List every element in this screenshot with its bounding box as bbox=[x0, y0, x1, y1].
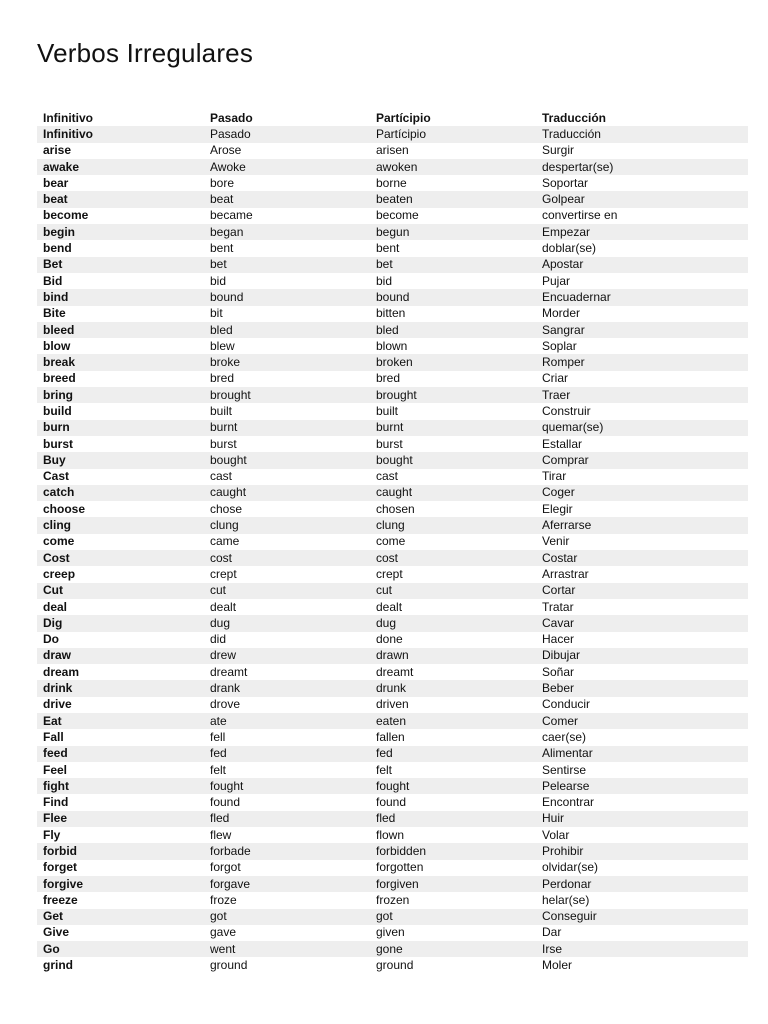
cell-past: forbade bbox=[204, 843, 370, 859]
cell-translation: Cortar bbox=[536, 583, 748, 599]
cell-translation: Traer bbox=[536, 387, 748, 403]
cell-past: broke bbox=[204, 354, 370, 370]
table-row bbox=[37, 354, 748, 370]
cell-participle: drunk bbox=[370, 680, 536, 696]
cell-participle: borne bbox=[370, 175, 536, 191]
cell-infinitive: forgive bbox=[37, 876, 204, 892]
table-row bbox=[37, 583, 748, 599]
cell-past: chose bbox=[204, 501, 370, 517]
cell-participle: fought bbox=[370, 778, 536, 794]
cell-infinitive: choose bbox=[37, 501, 204, 517]
cell-translation: Empezar bbox=[536, 224, 748, 240]
cell-participle: cast bbox=[370, 469, 536, 485]
cell-participle: cut bbox=[370, 583, 536, 599]
cell-participle: eaten bbox=[370, 713, 536, 729]
cell-past: dealt bbox=[204, 599, 370, 615]
table-row bbox=[37, 517, 748, 533]
cell-infinitive: Flee bbox=[37, 811, 204, 827]
cell-translation: Traducción bbox=[536, 126, 748, 142]
cell-translation: Costar bbox=[536, 550, 748, 566]
cell-translation: Aferrarse bbox=[536, 517, 748, 533]
cell-infinitive: creep bbox=[37, 566, 204, 582]
header-infinitive: Infinitivo bbox=[43, 110, 93, 125]
cell-translation: Tratar bbox=[536, 599, 748, 615]
table-row bbox=[37, 501, 748, 517]
cell-participle: gone bbox=[370, 941, 536, 957]
cell-participle: forgotten bbox=[370, 860, 536, 876]
table-row bbox=[37, 843, 748, 859]
cell-past: fought bbox=[204, 778, 370, 794]
table-row bbox=[37, 387, 748, 403]
cell-past: dug bbox=[204, 615, 370, 631]
table-row bbox=[37, 485, 748, 501]
cell-translation: quemar(se) bbox=[536, 420, 748, 436]
cell-infinitive: drive bbox=[37, 697, 204, 713]
cell-infinitive: cling bbox=[37, 517, 204, 533]
cell-infinitive: Give bbox=[37, 925, 204, 941]
cell-past: froze bbox=[204, 892, 370, 908]
cell-infinitive: Cast bbox=[37, 469, 204, 485]
table-row bbox=[37, 257, 748, 273]
table-row bbox=[37, 615, 748, 631]
cell-past: cast bbox=[204, 469, 370, 485]
table-row bbox=[37, 273, 748, 289]
cell-infinitive: beat bbox=[37, 191, 204, 207]
cell-infinitive: bleed bbox=[37, 322, 204, 338]
cell-past: drew bbox=[204, 648, 370, 664]
table-row bbox=[37, 648, 748, 664]
cell-translation: doblar(se) bbox=[536, 240, 748, 256]
table-row bbox=[37, 794, 748, 810]
cell-past: clung bbox=[204, 517, 370, 533]
cell-participle: bought bbox=[370, 452, 536, 468]
cell-past: blew bbox=[204, 338, 370, 354]
table-row bbox=[37, 175, 748, 191]
table-row bbox=[37, 697, 748, 713]
table-row bbox=[37, 909, 748, 925]
cell-translation: Prohibir bbox=[536, 843, 748, 859]
cell-participle: broken bbox=[370, 354, 536, 370]
page-title: Verbos Irregulares bbox=[37, 38, 254, 68]
table-row bbox=[37, 925, 748, 941]
cell-translation: Pujar bbox=[536, 273, 748, 289]
cell-infinitive: forbid bbox=[37, 843, 204, 859]
cell-participle: Partícipio bbox=[370, 126, 536, 142]
cell-past: dreamt bbox=[204, 664, 370, 680]
table-row bbox=[37, 860, 748, 876]
table-row bbox=[37, 664, 748, 680]
cell-infinitive: Find bbox=[37, 794, 204, 810]
cell-past: got bbox=[204, 909, 370, 925]
cell-translation: Morder bbox=[536, 306, 748, 322]
cell-infinitive: break bbox=[37, 354, 204, 370]
cell-translation: Encontrar bbox=[536, 794, 748, 810]
cell-participle: bet bbox=[370, 257, 536, 273]
table-row bbox=[37, 338, 748, 354]
cell-participle: flown bbox=[370, 827, 536, 843]
cell-translation: Soplar bbox=[536, 338, 748, 354]
table-row bbox=[37, 289, 748, 305]
cell-participle: burst bbox=[370, 436, 536, 452]
cell-participle: begun bbox=[370, 224, 536, 240]
cell-translation: Alimentar bbox=[536, 746, 748, 762]
table-row bbox=[37, 762, 748, 778]
table-row bbox=[37, 143, 748, 159]
cell-infinitive: begin bbox=[37, 224, 204, 240]
cell-infinitive: awake bbox=[37, 159, 204, 175]
cell-translation: Soportar bbox=[536, 175, 748, 191]
cell-infinitive: breed bbox=[37, 371, 204, 387]
header-translation: Traducción bbox=[542, 110, 607, 125]
cell-infinitive: draw bbox=[37, 648, 204, 664]
cell-translation: Dibujar bbox=[536, 648, 748, 664]
cell-past: beat bbox=[204, 191, 370, 207]
table-row bbox=[37, 566, 748, 582]
cell-participle: blown bbox=[370, 338, 536, 354]
cell-past: crept bbox=[204, 566, 370, 582]
cell-participle: burnt bbox=[370, 420, 536, 436]
cell-translation: Sentirse bbox=[536, 762, 748, 778]
cell-past: caught bbox=[204, 485, 370, 501]
table-header bbox=[37, 110, 748, 126]
table-row bbox=[37, 452, 748, 468]
cell-past: Arose bbox=[204, 143, 370, 159]
cell-past: drank bbox=[204, 680, 370, 696]
cell-past: did bbox=[204, 632, 370, 648]
cell-participle: crept bbox=[370, 566, 536, 582]
cell-past: found bbox=[204, 794, 370, 810]
cell-infinitive: burst bbox=[37, 436, 204, 452]
cell-participle: built bbox=[370, 403, 536, 419]
table-row bbox=[37, 957, 748, 973]
cell-infinitive: Bet bbox=[37, 257, 204, 273]
cell-past: came bbox=[204, 534, 370, 550]
cell-infinitive: dream bbox=[37, 664, 204, 680]
cell-translation: Surgir bbox=[536, 143, 748, 159]
table-row bbox=[37, 680, 748, 696]
cell-participle: bled bbox=[370, 322, 536, 338]
cell-translation: Volar bbox=[536, 827, 748, 843]
cell-participle: arisen bbox=[370, 143, 536, 159]
table-row bbox=[37, 208, 748, 224]
table-row bbox=[37, 403, 748, 419]
cell-past: began bbox=[204, 224, 370, 240]
cell-past: felt bbox=[204, 762, 370, 778]
table-row bbox=[37, 159, 748, 175]
cell-past: bore bbox=[204, 175, 370, 191]
cell-translation: Apostar bbox=[536, 257, 748, 273]
cell-past: bet bbox=[204, 257, 370, 273]
cell-past: bent bbox=[204, 240, 370, 256]
cell-infinitive: grind bbox=[37, 957, 204, 973]
cell-past: cut bbox=[204, 583, 370, 599]
table-row bbox=[37, 420, 748, 436]
cell-participle: dealt bbox=[370, 599, 536, 615]
cell-participle: bid bbox=[370, 273, 536, 289]
cell-translation: Conducir bbox=[536, 697, 748, 713]
cell-translation: Golpear bbox=[536, 191, 748, 207]
table-row bbox=[37, 436, 748, 452]
table-row bbox=[37, 827, 748, 843]
cell-infinitive: Bite bbox=[37, 306, 204, 322]
cell-translation: Soñar bbox=[536, 664, 748, 680]
cell-past: brought bbox=[204, 387, 370, 403]
cell-participle: done bbox=[370, 632, 536, 648]
cell-infinitive: bear bbox=[37, 175, 204, 191]
cell-past: bid bbox=[204, 273, 370, 289]
cell-past: bred bbox=[204, 371, 370, 387]
cell-participle: forgiven bbox=[370, 876, 536, 892]
cell-past: bled bbox=[204, 322, 370, 338]
cell-past: became bbox=[204, 208, 370, 224]
cell-past: bit bbox=[204, 306, 370, 322]
cell-translation: Encuadernar bbox=[536, 289, 748, 305]
cell-participle: become bbox=[370, 208, 536, 224]
cell-translation: Arrastrar bbox=[536, 566, 748, 582]
cell-participle: dug bbox=[370, 615, 536, 631]
cell-infinitive: Eat bbox=[37, 713, 204, 729]
cell-past: forgave bbox=[204, 876, 370, 892]
cell-infinitive: arise bbox=[37, 143, 204, 159]
table-row bbox=[37, 534, 748, 550]
cell-participle: dreamt bbox=[370, 664, 536, 680]
cell-infinitive: bring bbox=[37, 387, 204, 403]
table-body bbox=[37, 126, 748, 973]
table-row bbox=[37, 224, 748, 240]
cell-participle: drawn bbox=[370, 648, 536, 664]
cell-infinitive: become bbox=[37, 208, 204, 224]
cell-participle: ground bbox=[370, 957, 536, 973]
cell-translation: Conseguir bbox=[536, 909, 748, 925]
cell-past: gave bbox=[204, 925, 370, 941]
cell-participle: bred bbox=[370, 371, 536, 387]
cell-infinitive: Get bbox=[37, 909, 204, 925]
cell-participle: driven bbox=[370, 697, 536, 713]
cell-infinitive: Buy bbox=[37, 452, 204, 468]
header-participle: Partícipio bbox=[376, 110, 431, 125]
cell-translation: Sangrar bbox=[536, 322, 748, 338]
table-row bbox=[37, 876, 748, 892]
cell-translation: Tirar bbox=[536, 469, 748, 485]
cell-past: cost bbox=[204, 550, 370, 566]
cell-past: forgot bbox=[204, 860, 370, 876]
cell-infinitive: catch bbox=[37, 485, 204, 501]
cell-participle: caught bbox=[370, 485, 536, 501]
cell-past: bound bbox=[204, 289, 370, 305]
cell-translation: helar(se) bbox=[536, 892, 748, 908]
cell-infinitive: burn bbox=[37, 420, 204, 436]
cell-infinitive: feed bbox=[37, 746, 204, 762]
cell-participle: bitten bbox=[370, 306, 536, 322]
cell-infinitive: forget bbox=[37, 860, 204, 876]
cell-translation: Hacer bbox=[536, 632, 748, 648]
cell-participle: fed bbox=[370, 746, 536, 762]
table-row bbox=[37, 632, 748, 648]
cell-participle: beaten bbox=[370, 191, 536, 207]
cell-translation: Perdonar bbox=[536, 876, 748, 892]
cell-participle: frozen bbox=[370, 892, 536, 908]
cell-participle: given bbox=[370, 925, 536, 941]
cell-translation: Comer bbox=[536, 713, 748, 729]
table-row bbox=[37, 126, 748, 142]
table-row bbox=[37, 322, 748, 338]
cell-infinitive: come bbox=[37, 534, 204, 550]
cell-past: Awoke bbox=[204, 159, 370, 175]
cell-infinitive: Go bbox=[37, 941, 204, 957]
cell-participle: forbidden bbox=[370, 843, 536, 859]
cell-infinitive: Fall bbox=[37, 729, 204, 745]
cell-participle: come bbox=[370, 534, 536, 550]
cell-past: drove bbox=[204, 697, 370, 713]
cell-infinitive: build bbox=[37, 403, 204, 419]
verb-table bbox=[37, 110, 748, 974]
cell-participle: found bbox=[370, 794, 536, 810]
cell-infinitive: Cost bbox=[37, 550, 204, 566]
table-row bbox=[37, 729, 748, 745]
cell-past: ate bbox=[204, 713, 370, 729]
cell-translation: Irse bbox=[536, 941, 748, 957]
cell-past: went bbox=[204, 941, 370, 957]
cell-infinitive: Feel bbox=[37, 762, 204, 778]
table-row bbox=[37, 746, 748, 762]
header-row bbox=[37, 110, 748, 126]
cell-past: ground bbox=[204, 957, 370, 973]
table-row bbox=[37, 240, 748, 256]
table-row bbox=[37, 892, 748, 908]
cell-translation: Cavar bbox=[536, 615, 748, 631]
cell-infinitive: Infinitivo bbox=[37, 126, 204, 142]
cell-translation: Estallar bbox=[536, 436, 748, 452]
cell-past: Pasado bbox=[204, 126, 370, 142]
cell-past: fell bbox=[204, 729, 370, 745]
cell-past: fled bbox=[204, 811, 370, 827]
cell-translation: Construir bbox=[536, 403, 748, 419]
cell-participle: clung bbox=[370, 517, 536, 533]
cell-translation: Elegir bbox=[536, 501, 748, 517]
cell-translation: Beber bbox=[536, 680, 748, 696]
table-row bbox=[37, 778, 748, 794]
table-row bbox=[37, 469, 748, 485]
cell-translation: olvidar(se) bbox=[536, 860, 748, 876]
cell-past: built bbox=[204, 403, 370, 419]
cell-translation: Romper bbox=[536, 354, 748, 370]
cell-translation: Huir bbox=[536, 811, 748, 827]
cell-infinitive: deal bbox=[37, 599, 204, 615]
cell-translation: caer(se) bbox=[536, 729, 748, 745]
cell-infinitive: Do bbox=[37, 632, 204, 648]
table-row bbox=[37, 941, 748, 957]
cell-infinitive: freeze bbox=[37, 892, 204, 908]
cell-infinitive: drink bbox=[37, 680, 204, 696]
cell-past: bought bbox=[204, 452, 370, 468]
cell-translation: Dar bbox=[536, 925, 748, 941]
cell-past: burst bbox=[204, 436, 370, 452]
cell-translation: convertirse en bbox=[536, 208, 748, 224]
cell-translation: Moler bbox=[536, 957, 748, 973]
cell-infinitive: Bid bbox=[37, 273, 204, 289]
cell-translation: Criar bbox=[536, 371, 748, 387]
cell-past: flew bbox=[204, 827, 370, 843]
cell-participle: bound bbox=[370, 289, 536, 305]
cell-participle: got bbox=[370, 909, 536, 925]
cell-infinitive: Fly bbox=[37, 827, 204, 843]
cell-participle: awoken bbox=[370, 159, 536, 175]
cell-translation: despertar(se) bbox=[536, 159, 748, 175]
cell-participle: brought bbox=[370, 387, 536, 403]
header-past: Pasado bbox=[210, 110, 253, 125]
cell-participle: cost bbox=[370, 550, 536, 566]
cell-past: fed bbox=[204, 746, 370, 762]
cell-infinitive: fight bbox=[37, 778, 204, 794]
cell-participle: fled bbox=[370, 811, 536, 827]
cell-infinitive: bind bbox=[37, 289, 204, 305]
table-row bbox=[37, 371, 748, 387]
table-row bbox=[37, 713, 748, 729]
table-row bbox=[37, 191, 748, 207]
cell-translation: Comprar bbox=[536, 452, 748, 468]
cell-participle: felt bbox=[370, 762, 536, 778]
cell-past: burnt bbox=[204, 420, 370, 436]
cell-participle: chosen bbox=[370, 501, 536, 517]
cell-participle: bent bbox=[370, 240, 536, 256]
cell-translation: Venir bbox=[536, 534, 748, 550]
cell-translation: Coger bbox=[536, 485, 748, 501]
cell-infinitive: bend bbox=[37, 240, 204, 256]
table-row bbox=[37, 306, 748, 322]
cell-infinitive: Dig bbox=[37, 615, 204, 631]
cell-translation: Pelearse bbox=[536, 778, 748, 794]
cell-infinitive: Cut bbox=[37, 583, 204, 599]
table-row bbox=[37, 811, 748, 827]
table-row bbox=[37, 599, 748, 615]
cell-infinitive: blow bbox=[37, 338, 204, 354]
cell-participle: fallen bbox=[370, 729, 536, 745]
table-row bbox=[37, 550, 748, 566]
